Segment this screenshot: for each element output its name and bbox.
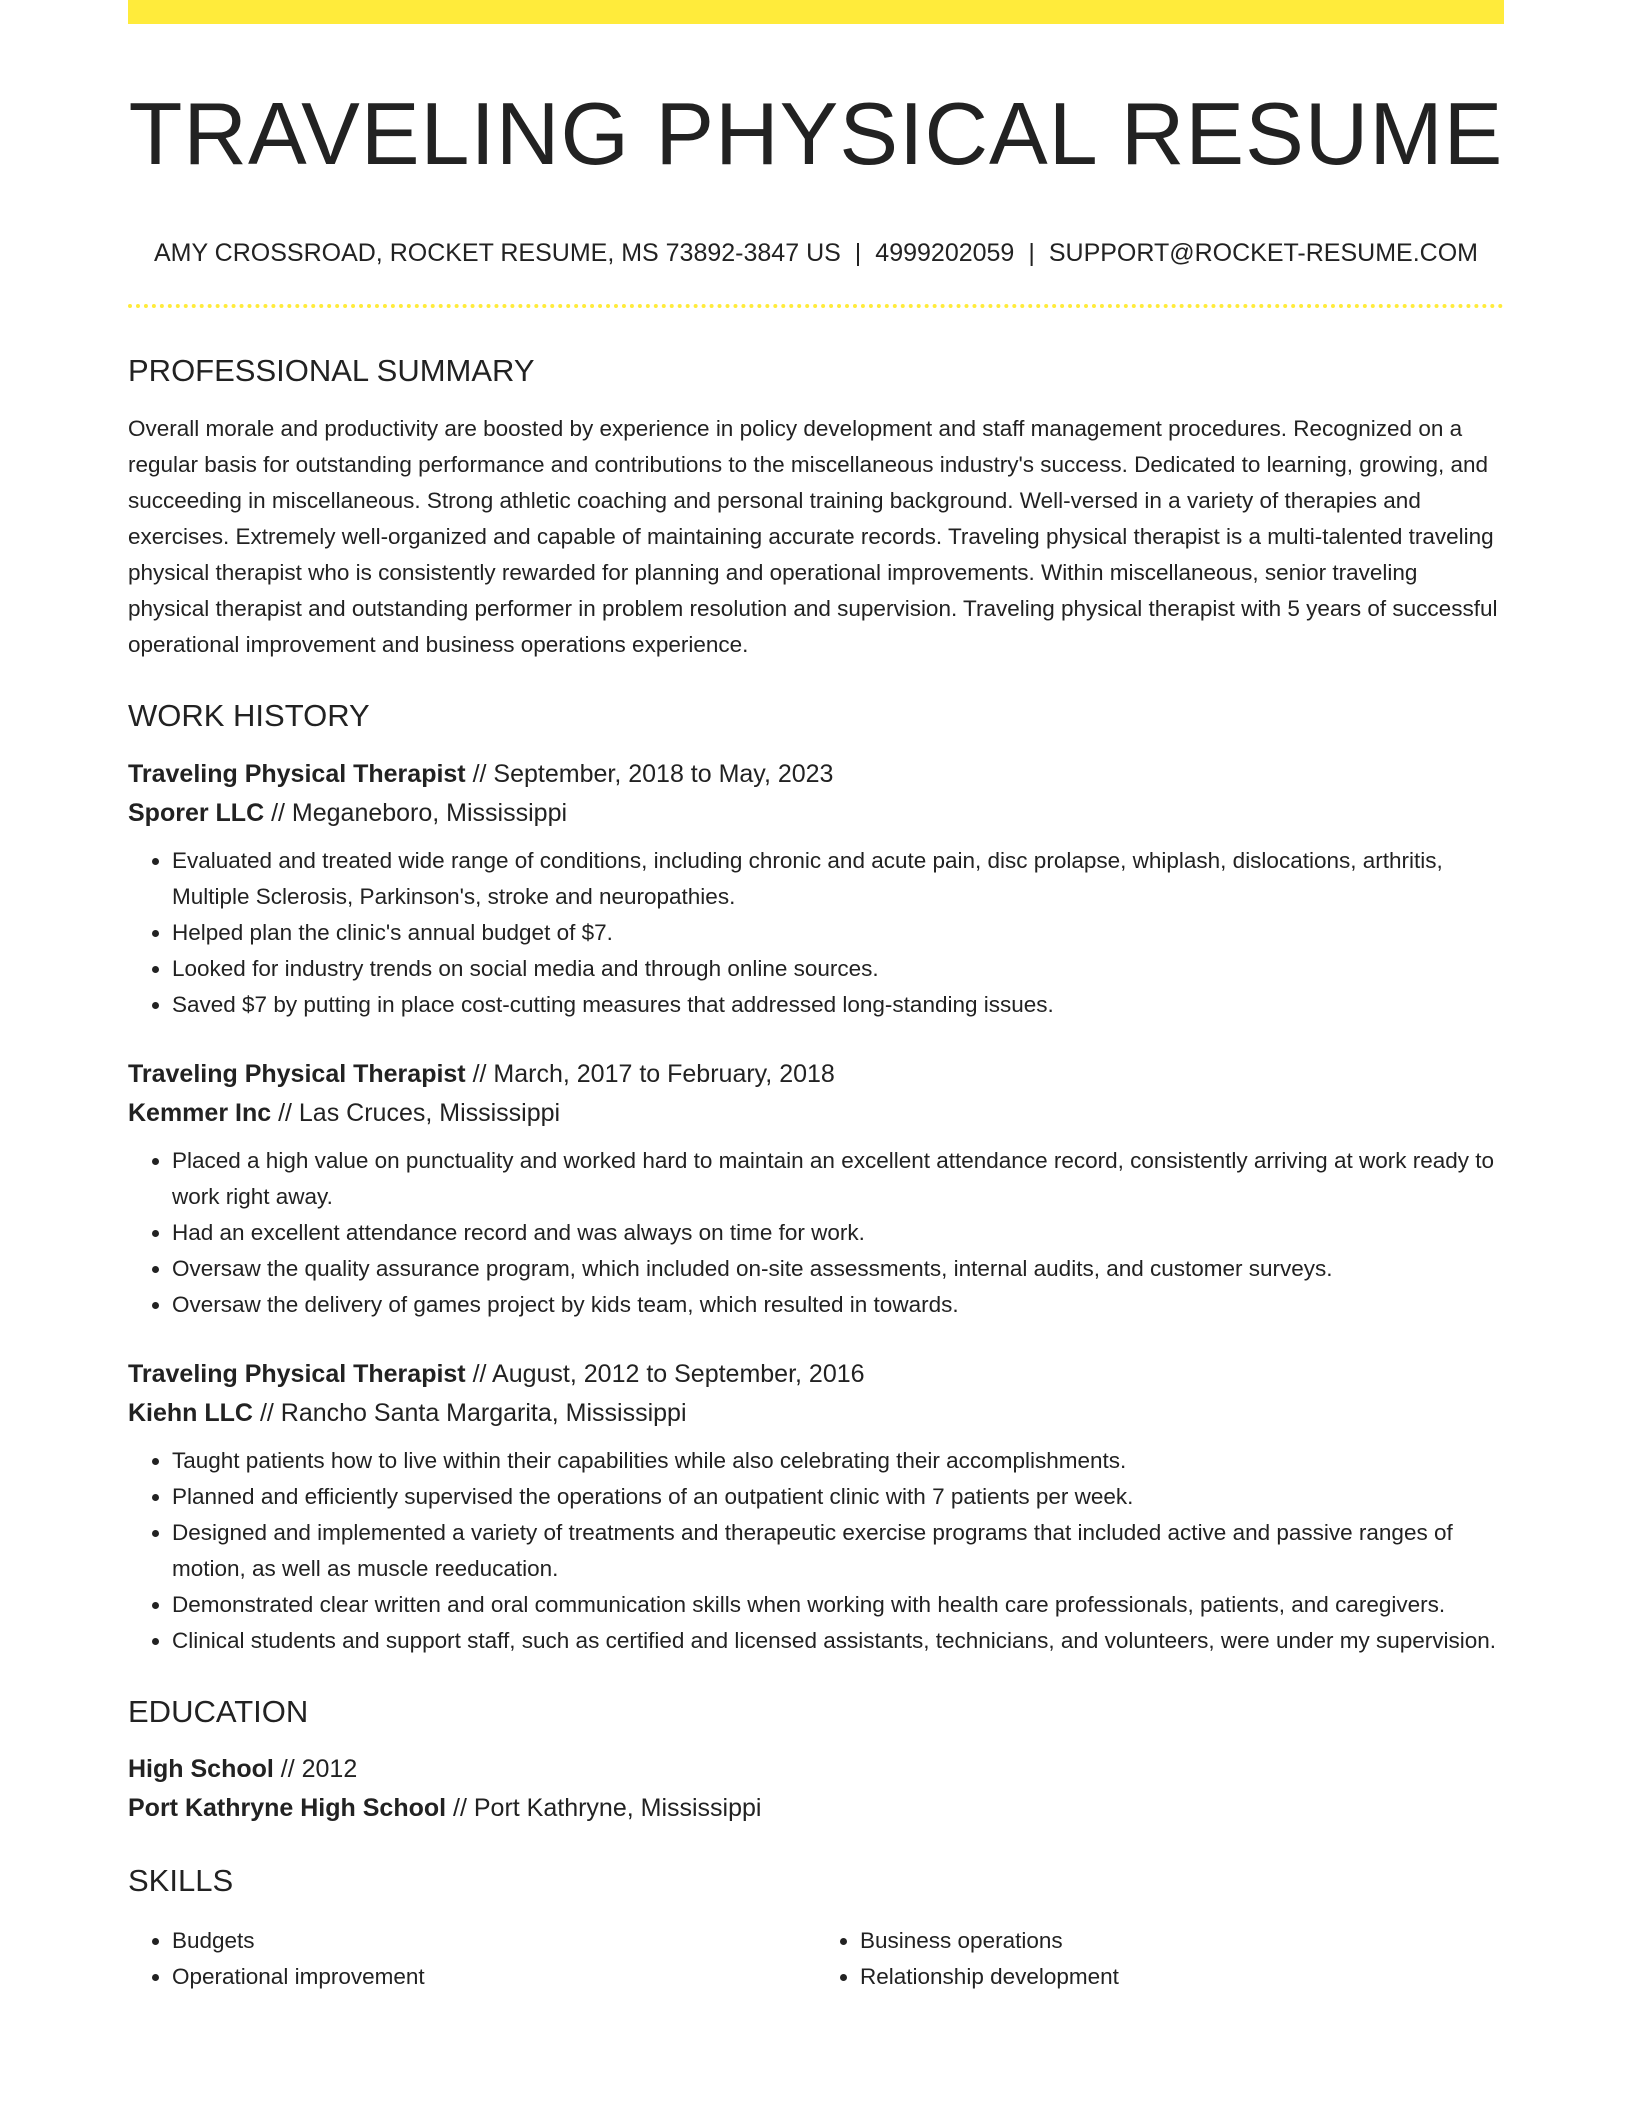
skill-item: • Business operations bbox=[860, 1923, 1504, 1959]
job-bullet: • Oversaw the quality assurance program, which included on-site assessments, internal audits, and customer surveys. bbox=[172, 1251, 1504, 1287]
job-entry bbox=[128, 1055, 1504, 1323]
skill-item: • Budgets bbox=[172, 1923, 816, 1959]
job-company-line bbox=[128, 1394, 1504, 1433]
job-title-line bbox=[128, 1055, 1504, 1094]
contact-phone: 4999202059 bbox=[875, 238, 1015, 267]
education-school-line bbox=[128, 1789, 1504, 1828]
job-bullet: • Planned and efficiently supervised the operations of an outpatient clinic with 7 patients per week. bbox=[172, 1479, 1504, 1515]
skills-heading: SKILLS bbox=[128, 1862, 234, 1898]
education-heading: EDUCATION bbox=[128, 1693, 309, 1729]
skill-item: • Operational improvement bbox=[172, 1959, 816, 1995]
skills-list bbox=[128, 1923, 1504, 1995]
work-history-heading: WORK HISTORY bbox=[128, 698, 370, 734]
job-company: Kemmer Inc bbox=[128, 1098, 272, 1127]
education-location: // Port Kathryne, Mississippi bbox=[446, 1793, 762, 1822]
resume-page bbox=[128, 0, 1504, 1995]
job-bullet: • Taught patients how to live within their capabilities while also celebrating their accomplishments. bbox=[172, 1443, 1504, 1479]
job-bullet: • Evaluated and treated wide range of conditions, including chronic and acute pain, disc prolapse, whiplash, dislocations, arthritis, Multiple Sclerosis, Parkinson's, stroke and neuropathies. bbox=[172, 843, 1504, 915]
dotted-divider bbox=[128, 304, 1504, 308]
job-bullets bbox=[128, 843, 1504, 1023]
education-school: Port Kathryne High School bbox=[128, 1793, 447, 1822]
job-dates: // September, 2018 to May, 2023 bbox=[465, 759, 834, 788]
job-title-line bbox=[128, 755, 1504, 794]
contact-email: SUPPORT@ROCKET-RESUME.COM bbox=[1048, 238, 1478, 267]
job-bullet: • Oversaw the delivery of games project by kids team, which resulted in towards. bbox=[172, 1287, 1504, 1323]
job-location: // Rancho Santa Margarita, Mississippi bbox=[253, 1398, 687, 1427]
job-bullet: • Designed and implemented a variety of treatments and therapeutic exercise programs that included active and passive ranges of motion, as well as muscle reeducation. bbox=[172, 1515, 1504, 1587]
job-bullet: • Had an excellent attendance record and was always on time for work. bbox=[172, 1215, 1504, 1251]
job-title-line bbox=[128, 1355, 1504, 1394]
contact-address: AMY CROSSROAD, ROCKET RESUME, MS 73892-3847 US bbox=[154, 238, 841, 267]
job-company-line bbox=[128, 1094, 1504, 1133]
job-title: Traveling Physical Therapist bbox=[128, 1059, 466, 1088]
job-location: // Las Cruces, Mississippi bbox=[271, 1098, 561, 1127]
job-bullet: • Clinical students and support staff, such as certified and licensed assistants, technicians, and volunteers, were under my supervision. bbox=[172, 1623, 1504, 1659]
job-company: Kiehn LLC bbox=[128, 1398, 253, 1427]
job-bullet: • Looked for industry trends on social media and through online sources. bbox=[172, 951, 1504, 987]
job-bullet: • Helped plan the clinic's annual budget of $7. bbox=[172, 915, 1504, 951]
education-degree: High School bbox=[128, 1754, 274, 1783]
job-bullet: • Saved $7 by putting in place cost-cutting measures that addressed long-standing issues. bbox=[172, 987, 1504, 1023]
job-dates: // March, 2017 to February, 2018 bbox=[465, 1059, 835, 1088]
job-title: Traveling Physical Therapist bbox=[128, 759, 466, 788]
job-bullets bbox=[128, 1143, 1504, 1323]
job-company: Sporer LLC bbox=[128, 798, 265, 827]
job-bullet: • Demonstrated clear written and oral communication skills when working with health care professionals, patients, and caregivers. bbox=[172, 1587, 1504, 1623]
contact-separator: | bbox=[854, 238, 862, 267]
summary-heading: PROFESSIONAL SUMMARY bbox=[128, 353, 535, 389]
job-dates: // August, 2012 to September, 2016 bbox=[465, 1359, 865, 1388]
job-title: Traveling Physical Therapist bbox=[128, 1359, 466, 1388]
job-company-line bbox=[128, 794, 1504, 833]
resume-title: TRAVELING PHYSICAL RESUME bbox=[128, 84, 1504, 183]
education-year: // 2012 bbox=[273, 1754, 358, 1783]
contact-separator: | bbox=[1028, 238, 1035, 267]
top-accent-bar bbox=[128, 0, 1504, 24]
job-bullet: • Placed a high value on punctuality and worked hard to maintain an excellent attendance record, consistently arriving at work ready to work right away. bbox=[172, 1143, 1504, 1215]
summary-text: Overall morale and productivity are boosted by experience in policy development and staff management procedures. Recognized on a regular basis for outstanding performance and contributions to the miscellaneous industry's success. Dedicated to learning, growing, and succeeding in miscellaneous. Strong athletic coaching and personal training background. Well-versed in a variety of therapies and exercises. Extremely well-organized and capable of maintaining accurate records. Traveling physical therapist is a multi-talented traveling physical therapist who is consistently rewarded for planning and operational improvements. Within miscellaneous, senior traveling physical therapist and outstanding performer in problem resolution and supervision. Traveling physical therapist with 5 years of successful operational improvement and business operations experience. bbox=[128, 416, 1498, 658]
skill-item: • Relationship development bbox=[860, 1959, 1504, 1995]
job-bullets bbox=[128, 1443, 1504, 1659]
job-location: // Meganeboro, Mississippi bbox=[264, 798, 568, 827]
education-degree-line bbox=[128, 1750, 1504, 1789]
skills-column-right bbox=[816, 1923, 1504, 1995]
education-entry bbox=[128, 1750, 1504, 1828]
contact-line bbox=[128, 237, 1504, 270]
skills-column-left bbox=[128, 1923, 816, 1995]
job-entry bbox=[128, 755, 1504, 1023]
job-entry bbox=[128, 1355, 1504, 1659]
